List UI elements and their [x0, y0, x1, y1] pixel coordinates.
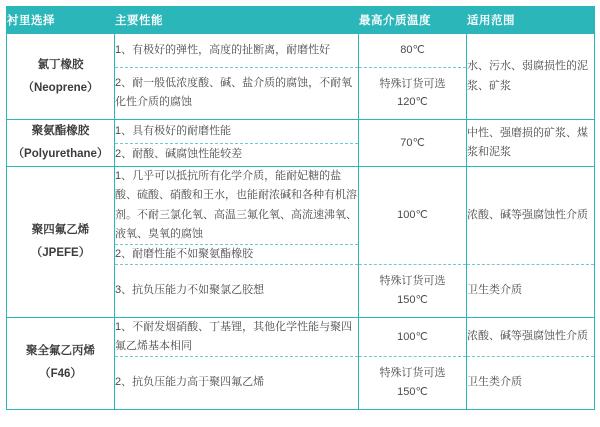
performance-cell: 2、耐一般低浓度酸、碱、盐介质的腐蚀，不耐氧化性介质的腐蚀: [115, 67, 359, 119]
table-row: [7, 167, 595, 245]
material-subname: （JPEFE）: [30, 246, 91, 259]
temperature-note: 特殊订货可选: [379, 275, 446, 288]
material-name: 聚四氟乙烯: [31, 223, 90, 236]
material-cell-ptfe: [7, 167, 115, 318]
material-name: 氯丁橡胶: [37, 58, 84, 71]
temperature-note: 特殊订货可选: [379, 77, 446, 90]
performance-cell: 2、耐磨性能不如聚氨酯橡胶: [115, 245, 359, 265]
material-subname: （Neoprene）: [22, 81, 99, 94]
temperature-value: 150℃: [397, 294, 428, 306]
table-header: [7, 7, 595, 34]
scope-cell: 卫生类介质: [467, 357, 595, 409]
column-header-lining: 衬里选择: [7, 7, 115, 34]
column-header-max-temperature: 最高介质温度: [359, 7, 467, 34]
table-row: [7, 317, 595, 357]
scope-cell: 中性、强磨损的矿浆、煤浆和泥浆: [467, 120, 595, 167]
performance-cell: 1、几乎可以抵抗所有化学介质，能耐妃糖的盐酸、硫酸、硝酸和王水，也能耐浓碱和各种有机溶剂。不耐三氯化氧、高温三氟化氧、高流速沸氧、液氧、臭氧的腐蚀: [115, 167, 359, 245]
scope-cell: 浓酸、碱等强腐蚀性介质: [467, 317, 595, 357]
performance-cell: 3、抗负压能力不如聚氯乙胶想: [115, 265, 359, 317]
performance-cell: 2、抗负压能力高于聚四氟乙烯: [115, 357, 359, 409]
table-header-row: [7, 7, 595, 34]
performance-cell: 1、有极好的弹性，高度的扯断离，耐磨性好: [115, 34, 359, 68]
temperature-note: 特殊订货可选: [379, 367, 446, 380]
scope-cell: 卫生类介质: [467, 265, 595, 317]
temperature-cell: 70℃: [359, 120, 467, 167]
temperature-cell: 100℃: [359, 317, 467, 357]
temperature-cell: 80℃: [359, 34, 467, 68]
column-header-performance: 主要性能: [115, 7, 359, 34]
scope-cell: 浓酸、碱等强腐蚀性介质: [467, 167, 595, 265]
table-row: [7, 120, 595, 144]
performance-cell: 1、具有极好的耐磨性能: [115, 120, 359, 144]
scope-cell: 水、污水、弱腐损性的泥浆、矿浆: [467, 34, 595, 120]
temperature-value: 120℃: [397, 96, 428, 109]
material-cell-neoprene: [7, 34, 115, 120]
temperature-cell: [359, 357, 467, 409]
material-cell-fep: [7, 317, 115, 409]
material-name: 聚全氟乙丙烯: [26, 345, 95, 358]
temperature-value: 150℃: [397, 385, 428, 398]
material-subname: （Polyurethane）: [12, 148, 109, 161]
table-body: [7, 34, 595, 410]
material-subname: （F46）: [39, 368, 82, 381]
temperature-cell: [359, 265, 467, 317]
lining-selection-table: [6, 6, 595, 410]
temperature-cell: [359, 67, 467, 119]
column-header-scope: 适用范围: [467, 7, 595, 34]
material-name: 聚氨酯橡胶: [31, 125, 90, 138]
temperature-cell: 100℃: [359, 167, 467, 265]
performance-cell: 1、不耐发烟硝酸、丁基锂，其他化学性能与聚四氟乙烯基本相同: [115, 317, 359, 357]
performance-cell: 2、耐酸、碱腐蚀性能较差: [115, 143, 359, 167]
table-row: [7, 34, 595, 68]
material-cell-polyurethane: [7, 120, 115, 167]
